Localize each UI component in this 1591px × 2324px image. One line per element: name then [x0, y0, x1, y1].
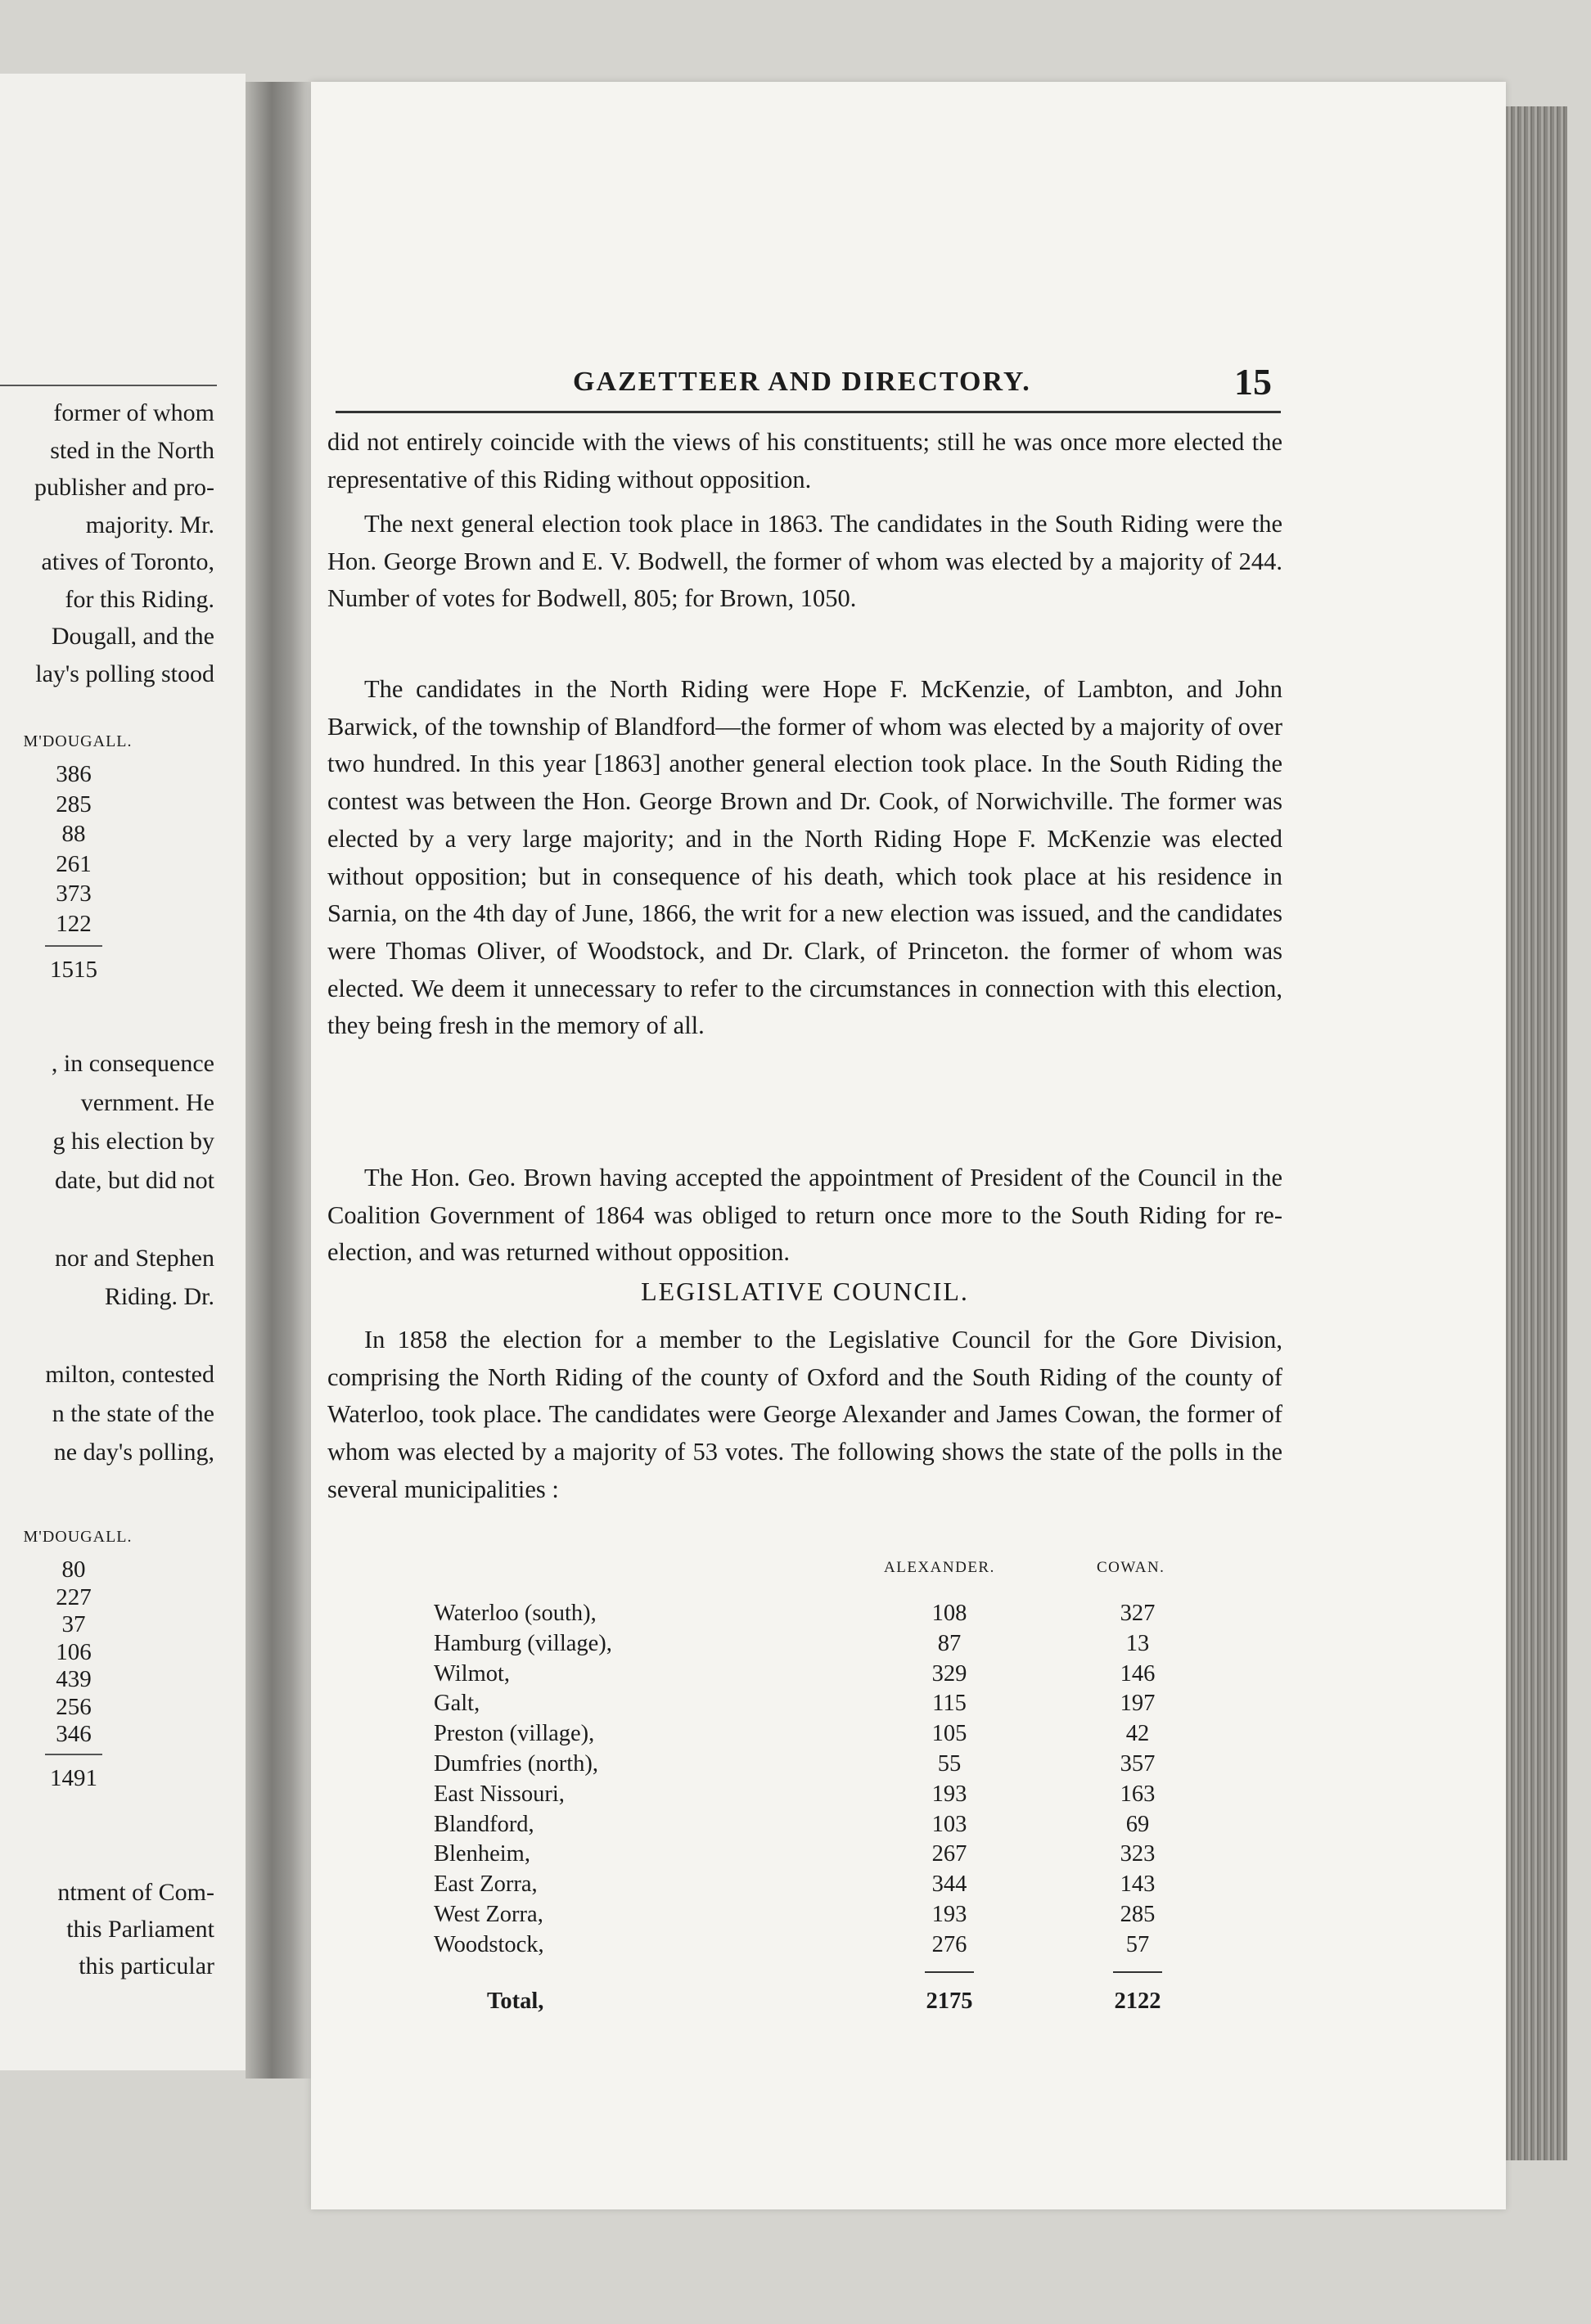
facing-page-vote: 88 [61, 821, 86, 847]
facing-page-vote: 37 [61, 1611, 86, 1637]
facing-page-line: nor and Stephen [55, 1244, 214, 1272]
votes-alexander: 193 [931, 1781, 967, 1807]
municipality-name: Preston (village), [434, 1721, 595, 1747]
facing-page-vote: 256 [56, 1693, 92, 1720]
table-row [327, 1718, 1282, 1749]
table-row [327, 1899, 1282, 1930]
facing-page-line: Riding. Dr. [104, 1283, 214, 1310]
facing-page-column-header: M'DOUGALL. [23, 1528, 133, 1546]
votes-cowan: 143 [1120, 1871, 1156, 1898]
votes-alexander: 87 [937, 1630, 962, 1656]
table-row [327, 1659, 1282, 1689]
votes-cowan: 197 [1120, 1691, 1156, 1717]
votes-cowan: 163 [1120, 1781, 1156, 1807]
paragraph-1: did not entirely coincide with the views of his constituents; still he was once more elected the representative of this Riding without opposition. [327, 428, 1282, 493]
total-alexander: 2175 [926, 1988, 973, 2014]
facing-page-line: vernment. He [80, 1088, 214, 1116]
table-row [327, 1869, 1282, 1899]
municipality-name: Hamburg (village), [434, 1630, 612, 1656]
book-gutter [246, 82, 311, 2079]
facing-page-line: Dougall, and the [51, 623, 214, 650]
votes-cowan: 285 [1120, 1902, 1156, 1927]
table-row [327, 1688, 1282, 1718]
table-row [327, 1598, 1282, 1628]
table-row [327, 1809, 1282, 1840]
column-header-cowan: COWAN. [1097, 1559, 1165, 1576]
header-rule [336, 411, 1281, 413]
municipality-name: East Zorra, [434, 1871, 538, 1898]
table-row [327, 1930, 1282, 1960]
facing-page-sum-rule [45, 1754, 102, 1755]
facing-page-column-header: M'DOUGALL. [23, 732, 133, 750]
municipality-name: Dumfries (north), [434, 1751, 599, 1777]
paragraph-4: The Hon. Geo. Brown having accepted the appointment of President of the Council in the Coalition Government of 1864 was obliged to return once more to the South Riding for re-election, and was returned without opposition. [327, 1164, 1282, 1267]
facing-page-line: , in consequence [51, 1050, 214, 1077]
votes-alexander: 267 [931, 1841, 967, 1867]
facing-page-vote: 261 [56, 850, 92, 877]
votes-alexander: 276 [931, 1931, 967, 1957]
facing-page-vote: 373 [56, 881, 92, 907]
total-label: Total, [487, 1988, 544, 2014]
municipality-name: Wilmot, [434, 1660, 511, 1687]
table-row [327, 1628, 1282, 1659]
facing-page-vote: 285 [56, 790, 92, 817]
facing-page-line: ntment of Com- [57, 1879, 214, 1906]
municipality-name: Blenheim, [434, 1841, 530, 1867]
facing-page-vote: 106 [56, 1638, 92, 1665]
page-edges [1506, 106, 1567, 2160]
votes-alexander: 108 [931, 1601, 967, 1626]
facing-page-line: g his election by [52, 1128, 214, 1155]
page-number: 15 [1234, 361, 1272, 403]
facing-page-line: lay's polling stood [35, 660, 214, 687]
votes-alexander: 105 [931, 1721, 967, 1747]
municipality-name: East Nissouri, [434, 1781, 565, 1807]
facing-page-line: ne day's polling, [53, 1439, 214, 1466]
votes-alexander: 55 [937, 1751, 962, 1777]
facing-page-total: 1491 [50, 1764, 97, 1791]
facing-page-vote: 80 [61, 1556, 86, 1583]
facing-page-line: sted in the North [50, 436, 214, 464]
facing-page-line: publisher and pro- [34, 474, 214, 501]
municipality-name: Waterloo (south), [434, 1601, 597, 1626]
facing-page-line: milton, contested [45, 1361, 214, 1388]
facing-page-line: this Parliament [66, 1916, 214, 1943]
votes-alexander: 103 [931, 1811, 967, 1837]
votes-cowan: 146 [1120, 1660, 1156, 1687]
votes-cowan: 323 [1120, 1841, 1156, 1867]
facing-page-vote: 439 [56, 1666, 92, 1692]
votes-alexander: 344 [931, 1871, 967, 1898]
facing-page-line: n the state of the [52, 1399, 214, 1427]
facing-page-line: majority. Mr. [85, 511, 214, 538]
votes-cowan: 327 [1120, 1601, 1156, 1626]
votes-cowan: 13 [1125, 1630, 1150, 1656]
facing-page-line: this particular [79, 1952, 214, 1979]
total-cowan: 2122 [1114, 1988, 1161, 2014]
facing-page-fragment [0, 74, 246, 2070]
votes-cowan: 357 [1120, 1751, 1156, 1777]
facing-page-vote: 122 [56, 910, 92, 937]
section-intro: In 1858 the election for a member to the Legislative Council for the Gore Division, comprising the North Riding of the county of Oxford and the South Riding of the county of Waterloo, took place. The candidates were George Alexander and James Cowan, the former of whom was elected by a majority of 53 votes. The following shows the state of the polls in the several municipalities : [327, 1326, 1282, 1503]
votes-cowan: 42 [1125, 1721, 1150, 1747]
votes-alexander: 329 [931, 1660, 967, 1687]
facing-page-sum-rule [45, 945, 102, 947]
facing-page-header-rule [0, 385, 217, 386]
column-header-alexander: ALEXANDER. [884, 1559, 995, 1576]
facing-page-line: date, but did not [55, 1166, 214, 1194]
facing-page-vote: 386 [56, 761, 92, 787]
facing-page-line: atives of Toronto, [41, 548, 214, 575]
municipality-name: Woodstock, [434, 1931, 544, 1957]
votes-alexander: 115 [932, 1691, 967, 1717]
total-row [327, 1986, 1282, 2016]
facing-page-line: former of whom [53, 399, 214, 426]
table-row [327, 1749, 1282, 1779]
facing-page-vote: 346 [56, 1721, 92, 1747]
sum-rule-alexander [925, 1971, 974, 1973]
facing-page-vote: 227 [56, 1583, 92, 1610]
paragraph-3: The candidates in the North Riding were Hope F. McKenzie, of Lambton, and John Barwick, of the township of Blandford—the former of whom was elected by a majority of over two hundred. In this year [1863] another general election took place. In the South Riding the contest was between the Hon. George Brown and Dr. Cook, of Norwichville. The former was elected by a very large majority; and in the North Riding Hope F. McKenzie was elected without opposition; but in consequence of his death, which took place at his residence in Sarnia, on the 4th day of June, 1866, the writ for a new election was issued, and the candidates were Thomas Oliver, of Woodstock, and Dr. Clark, of Princeton. the former of whom was elected. We deem it unnecessary to refer to the circumstances in connection with this election, they being fresh in the memory of all. [327, 675, 1282, 1040]
section-heading: LEGISLATIVE COUNCIL. [641, 1277, 969, 1306]
votes-cowan: 57 [1125, 1931, 1150, 1957]
table-row [327, 1779, 1282, 1809]
municipality-name: Blandford, [434, 1811, 534, 1837]
sum-rule-cowan [1113, 1971, 1162, 1973]
facing-page-line: for this Riding. [65, 585, 214, 613]
municipality-name: Galt, [434, 1691, 480, 1717]
municipality-name: West Zorra, [434, 1902, 543, 1927]
facing-page-total: 1515 [50, 957, 97, 983]
votes-cowan: 69 [1125, 1811, 1150, 1837]
running-header: GAZETTEER AND DIRECTORY. [573, 367, 1031, 397]
table-row [327, 1839, 1282, 1869]
paragraph-2: The next general election took place in 1863. The candidates in the South Riding were the Hon. George Brown and E. V. Bodwell, the former of whom was elected by a majority of 244. Number of votes for Bodwell, 805; for Brown, 1050. [327, 510, 1282, 613]
votes-alexander: 193 [931, 1902, 967, 1927]
